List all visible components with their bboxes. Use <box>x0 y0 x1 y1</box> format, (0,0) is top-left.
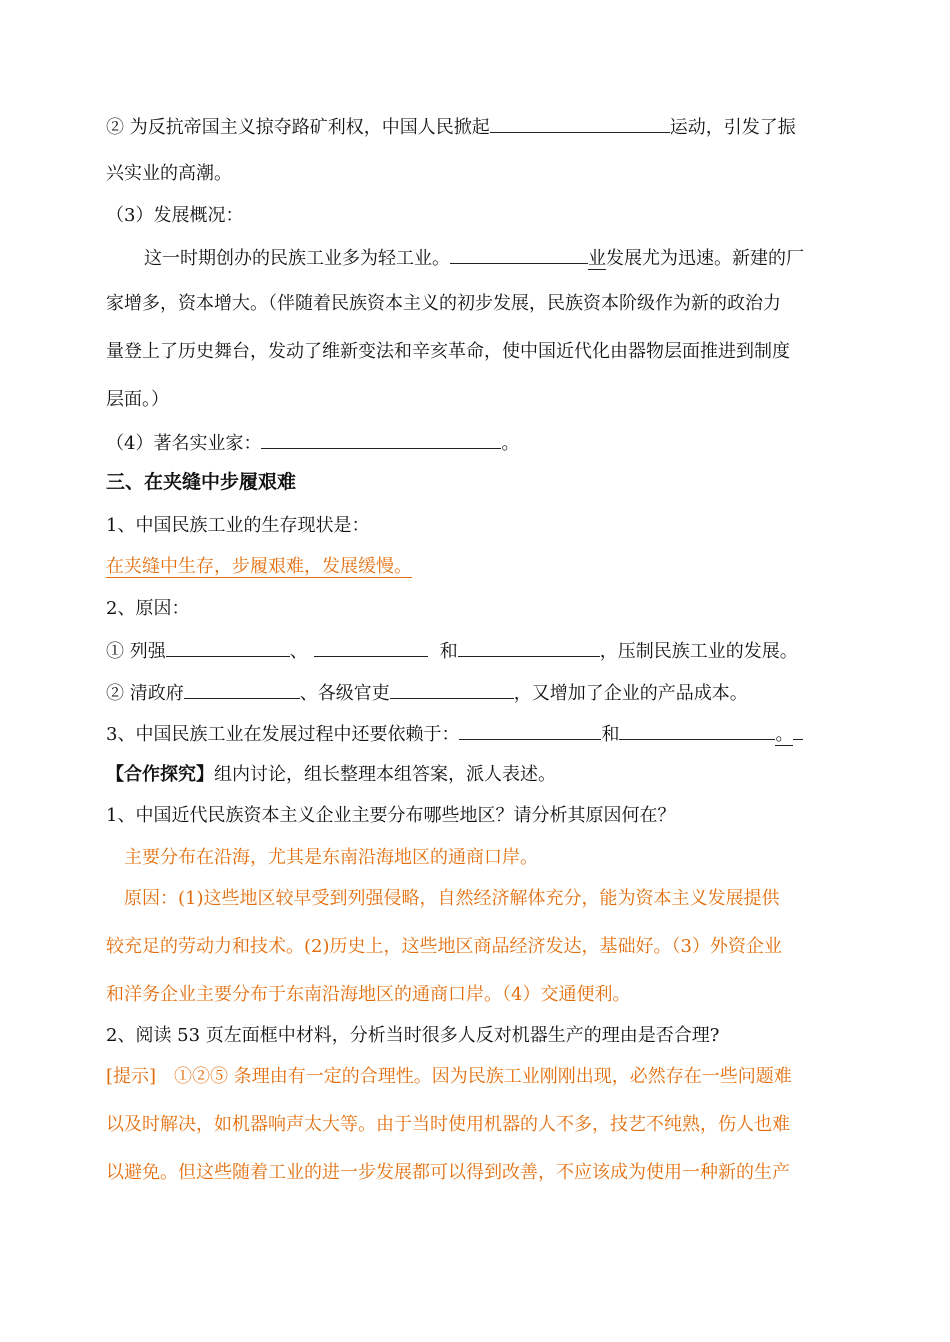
text-line <box>106 638 798 664</box>
answer-blank[interactable] <box>450 245 588 264</box>
answer-text: 在夹缝中生存，步履艰难，发展缓慢。 <box>106 556 412 577</box>
item-text: 。 <box>501 433 520 454</box>
section-title-text: 三、在夹缝中步履艰难 <box>106 471 297 493</box>
answer-blank[interactable] <box>390 680 514 699</box>
answer-line <box>106 935 782 959</box>
answer-line <box>106 1065 792 1089</box>
item-text: 。 <box>775 724 794 745</box>
item-text: 和 <box>439 641 458 662</box>
answer-blank[interactable] <box>314 638 428 657</box>
item-text: 组内讨论，组长整理本组答案，派人表述。 <box>214 764 556 785</box>
answer-text: 和洋务企业主要分布于东南沿海地区的通商口岸。（4）交通便利。 <box>106 984 631 1005</box>
item-text: ② 为反抗帝国主义掠夺路矿利权，中国人民掀起 <box>106 117 490 138</box>
answer-line <box>106 555 412 579</box>
item-text: 量登上了历史舞台，发动了维新变法和辛亥革命，使中国近代化由器物层面推进到制度 <box>106 341 790 362</box>
answer-text: 原因：(1)这些地区较早受到列强侵略，自然经济解体充分，能为资本主义发展提供 <box>124 888 780 909</box>
answer-text: 主要分布在沿海，尤其是东南沿海地区的通商口岸。 <box>124 847 538 868</box>
item-text: ① 列强 <box>106 641 166 662</box>
item-text: ② 清政府 <box>106 683 184 704</box>
text-line <box>106 388 169 412</box>
answer-text: 以避免。但这些随着工业的进一步发展都可以得到改善，不应该成为使用一种新的生产 <box>106 1162 790 1183</box>
text-line <box>106 763 556 787</box>
answer-text: 较充足的劳动力和技术。(2)历史上，这些地区商品经济发达，基础好。（3）外资企业 <box>106 936 782 957</box>
item-text: 业 <box>588 248 606 269</box>
answer-line <box>106 983 630 1007</box>
text-line <box>106 804 675 828</box>
answer-blank[interactable] <box>490 114 670 133</box>
question-text: 1、中国近代民族资本主义企业主要分布哪些地区？请分析其原因何在？ <box>106 805 676 826</box>
answer-blank[interactable] <box>459 721 601 740</box>
answer-line <box>106 1161 790 1185</box>
text-line <box>106 597 189 621</box>
item-text: 家增多，资本增大。（伴随着民族资本主义的初步发展，民族资本阶级作为新的政治力 <box>106 293 781 314</box>
answer-text: [提示] ①②⑤ 条理由有一定的合理性。因为民族工业刚刚出现，必然存在一些问题难 <box>106 1066 792 1087</box>
text-line <box>144 245 804 271</box>
text-line <box>106 721 803 747</box>
item-text: ，压制民族工业的发展。 <box>599 641 798 662</box>
item-text: 、各级官吏 <box>299 683 390 704</box>
question-text: 2、原因： <box>106 598 190 619</box>
item-text: 兴实业的高潮。 <box>106 163 232 184</box>
question-text: 3、中国民族工业在发展过程中还要依赖于： <box>106 724 460 745</box>
item-text: 运动，引发了振 <box>669 117 796 138</box>
answer-blank[interactable] <box>793 721 803 740</box>
item-text: 发展尤为迅速。新建的厂 <box>606 248 804 269</box>
answer-blank[interactable] <box>458 638 600 657</box>
subheading-text: （3）发展概况： <box>106 205 244 226</box>
subheading <box>106 204 243 228</box>
item-text: 层面。） <box>106 389 169 410</box>
text-line <box>106 680 748 706</box>
answer-blank[interactable] <box>261 430 501 449</box>
section-title <box>106 470 296 494</box>
coop-label: 【合作探究】 <box>106 764 214 785</box>
answer-line <box>106 1113 790 1137</box>
text-line <box>106 162 232 186</box>
text-line <box>106 114 796 140</box>
answer-text: 以及时解决，如机器响声太大等。由于当时使用机器的人不多，技艺不纯熟，伤人也难 <box>106 1114 790 1135</box>
answer-blank[interactable] <box>619 721 775 740</box>
item-text: 、 <box>289 641 308 662</box>
text-line <box>106 514 369 538</box>
item-text: ，又增加了企业的产品成本。 <box>513 683 748 704</box>
item-text: （4）著名实业家： <box>106 433 262 454</box>
text-line <box>106 1024 719 1048</box>
answer-line <box>124 846 538 870</box>
text-line <box>106 340 790 364</box>
answer-line <box>124 887 780 911</box>
item-text: 这一时期创办的民族工业多为轻工业。 <box>144 248 450 269</box>
answer-blank[interactable] <box>166 638 290 657</box>
answer-blank[interactable] <box>184 680 300 699</box>
question-text: 1、中国民族工业的生存现状是： <box>106 515 370 536</box>
question-text: 2、阅读 53 页左面框中材料，分析当时很多人反对机器生产的理由是否合理? <box>106 1025 720 1046</box>
text-line <box>106 292 781 316</box>
item-text: 和 <box>601 724 620 745</box>
text-line <box>106 430 519 456</box>
